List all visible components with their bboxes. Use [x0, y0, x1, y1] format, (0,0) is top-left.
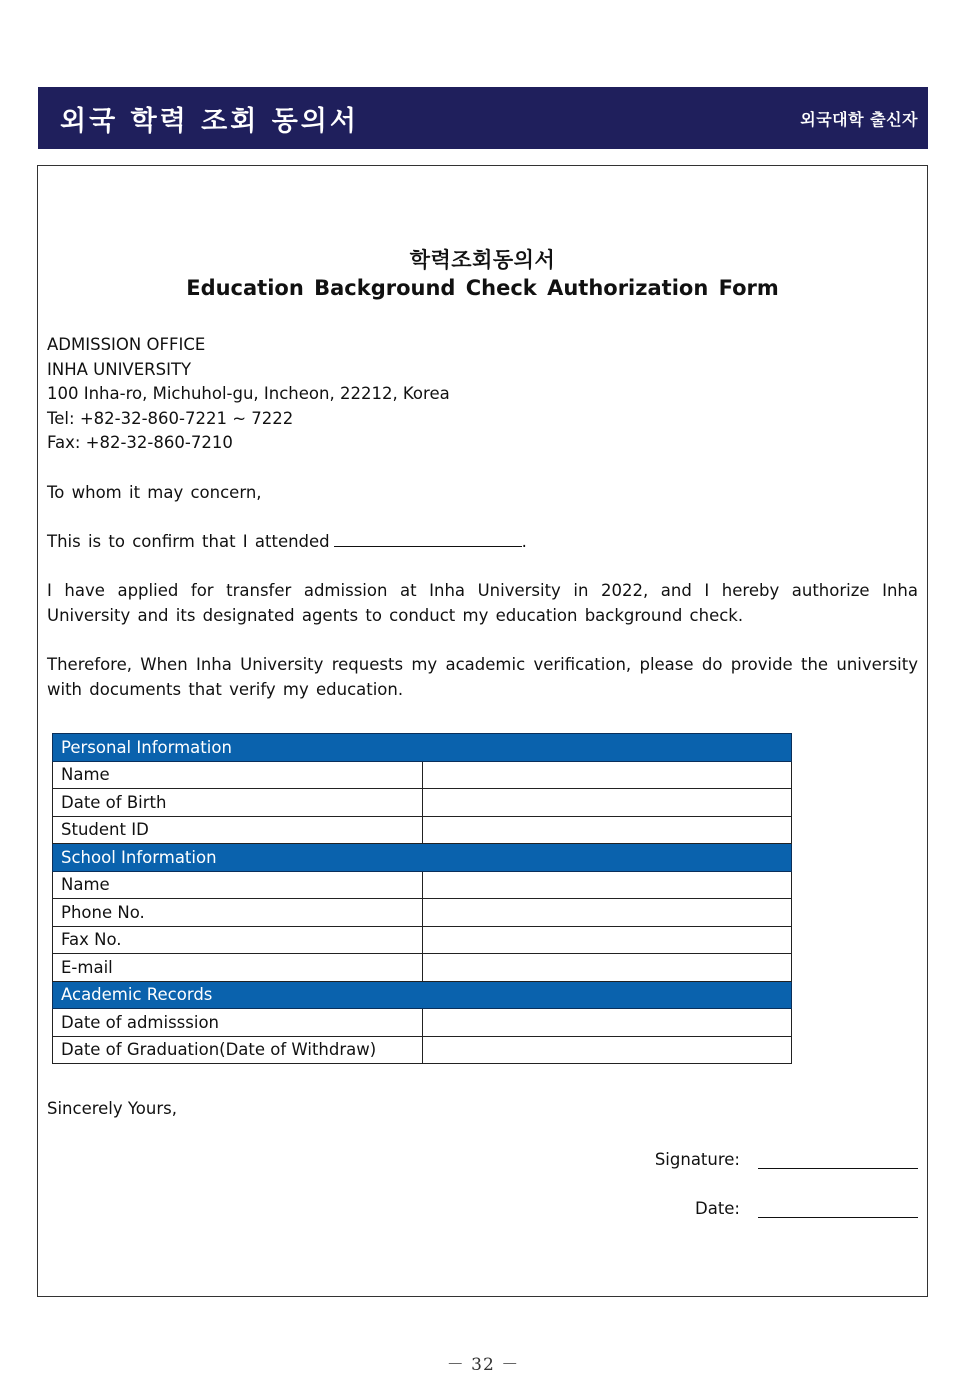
table-row	[53, 926, 792, 954]
signature-row	[655, 1150, 918, 1169]
student-id-field[interactable]	[423, 816, 792, 844]
confirm-end: .	[521, 532, 527, 551]
date-label: Date:	[695, 1199, 740, 1218]
row-label: Date of Birth	[53, 789, 423, 817]
form-frame	[37, 165, 928, 1297]
date-field[interactable]	[758, 1200, 918, 1218]
address-line: Tel: +82-32-860-7221 ~ 7222	[47, 408, 294, 428]
table-row	[53, 954, 792, 982]
address-line: ADMISSION OFFICE	[47, 335, 206, 354]
row-label: Student ID	[53, 816, 423, 844]
row-label: Date of admisssion	[53, 1009, 423, 1037]
email-field[interactable]	[423, 954, 792, 982]
section-header-academic: Academic Records	[53, 981, 792, 1009]
address-line: 100 Inha-ro, Michuhol-gu, Incheon, 22212, Korea	[47, 384, 450, 404]
table-row	[53, 1036, 792, 1064]
section-header-personal: Personal Information	[53, 734, 792, 762]
page-number: － 32 －	[446, 1355, 520, 1375]
address-line: INHA UNIVERSITY	[47, 359, 192, 379]
section-header-school: School Information	[53, 844, 792, 872]
fax-field[interactable]	[423, 926, 792, 954]
date-row	[695, 1199, 918, 1218]
signature-label: Signature:	[654, 1150, 740, 1169]
row-label: E-mail	[53, 954, 423, 982]
row-label: Fax No.	[53, 926, 423, 954]
table-row	[53, 871, 792, 899]
form-title-korean: 학력조회동의서	[409, 248, 556, 272]
table-row	[53, 1009, 792, 1037]
admission-date-field[interactable]	[423, 1009, 792, 1037]
banner-title: 외국 학력 조회 동의서	[60, 105, 359, 137]
phone-field[interactable]	[423, 899, 792, 927]
greeting: To whom it may concern,	[47, 483, 262, 502]
table-row	[53, 789, 792, 817]
confirm-text: This is to confirm that I attended	[47, 532, 330, 551]
information-table	[52, 733, 792, 1064]
closing: Sincerely Yours,	[47, 1099, 177, 1118]
attended-school-blank[interactable]	[334, 530, 522, 547]
personal-name-field[interactable]	[423, 761, 792, 789]
page-banner	[38, 87, 928, 149]
address-line: Fax: +82-32-860-7210	[47, 433, 233, 453]
banner-tag: 외국대학 출신자	[800, 109, 918, 129]
section-header-row	[53, 734, 792, 762]
confirm-statement	[47, 530, 918, 555]
table-row	[53, 816, 792, 844]
verification-paragraph: Therefore, When Inha University requests my academic verification, please do provide the university with documents that verify my education.	[47, 655, 918, 699]
section-header-row	[53, 981, 792, 1009]
authorization-paragraph: I have applied for transfer admission at Inha University in 2022, and I hereby authorize Inha University and its designated agents to conduct my education background check.	[47, 581, 918, 625]
school-name-field[interactable]	[423, 871, 792, 899]
row-label: Date of Graduation(Date of Withdraw)	[53, 1036, 423, 1064]
table-row	[53, 899, 792, 927]
signature-field[interactable]	[758, 1151, 918, 1169]
graduation-date-field[interactable]	[423, 1036, 792, 1064]
table-row	[53, 761, 792, 789]
form-title-english: Education Background Check Authorization Form	[186, 276, 779, 300]
row-label: Name	[53, 871, 423, 899]
row-label: Phone No.	[53, 899, 423, 927]
date-of-birth-field[interactable]	[423, 789, 792, 817]
row-label: Name	[53, 761, 423, 789]
address-block	[47, 333, 450, 456]
section-header-row	[53, 844, 792, 872]
